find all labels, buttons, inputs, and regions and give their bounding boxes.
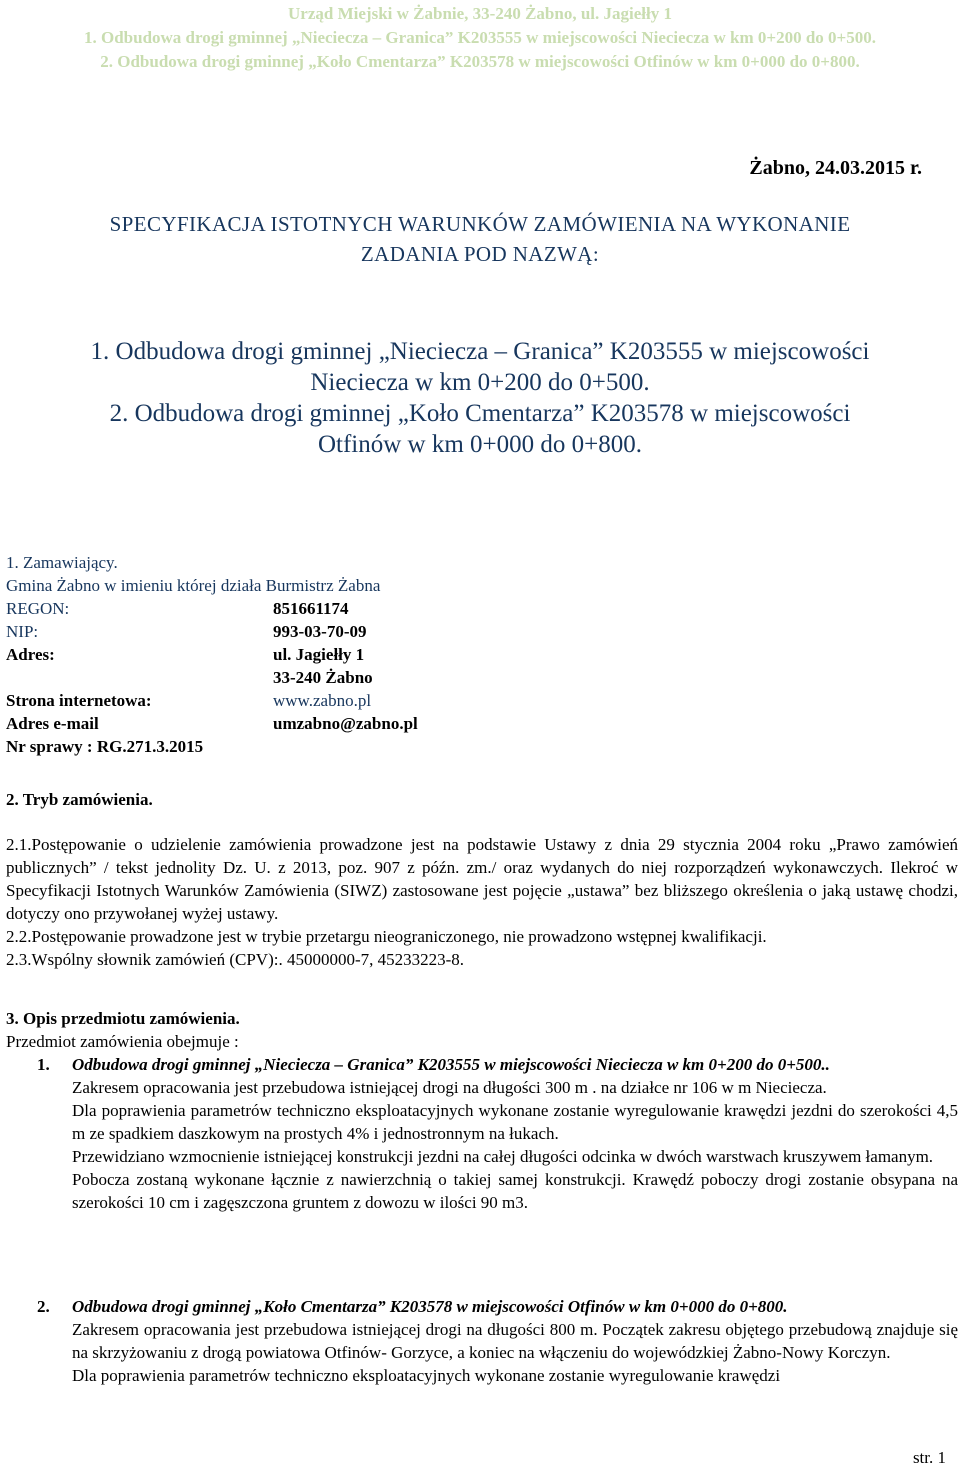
ordering-party-name: Gmina Żabno w imieniu której działa Burmistrz Żabna [6, 576, 381, 595]
spec-title-line-1: SPECYFIKACJA ISTOTNYCH WARUNKÓW ZAMÓWIENIA NA WYKONANIE [109, 212, 851, 236]
project-1-title-line-2: Niecieczа w km 0+200 do 0+500. [310, 369, 650, 396]
nip-label: NIP: [6, 622, 39, 641]
item-1-paragraph-4: Pobocza zostaną wykonane łącznie z nawierzchnią o takiej samej konstrukcji. Krawędź poboczy drogi zostanie obsypana na szerokości 10 cm i zagęszczona gruntem z dowozu w ilości 90 m3. [72, 1170, 958, 1212]
section-2-body [6, 833, 958, 971]
item-2-title: Odbudowa drogi gminnej „Koło Cmentarza” K203578 w miejscowości Otfinów w km 0+000 do 0+800. [72, 1297, 788, 1316]
address-line-2: 33-240 Żabno [273, 668, 373, 687]
address-label: Adres: [6, 645, 55, 664]
item-1-title: Odbudowa drogi gminnej „Niecieczа – Granica” K203555 w miejscowości Niecieczа w km 0+200 do 0+500.. [72, 1055, 830, 1074]
email-label: Adres e-mail [6, 714, 99, 733]
item-2-paragraph-1: Zakresem opracowania jest przebudowa istniejącej drogi na długości 800 m. Początek zakresu objętego przebudową znajduje się na skrzyżowaniu z drogą powiatowa Otfinów- Gorzyce, a koniec na włączeniu do wojewódzkiej Żabno-Nowy Korczyn. [72, 1320, 958, 1362]
paragraph-2-3: 2.3.Wspólny słownik zamówień (CPV):. 45000000-7, 45233223-8. [6, 950, 465, 969]
running-header-project-1: 1. Odbudowa drogi gminnej „Niecieczа – Granica” K203555 w miejscowości Niecieczа w km 0+200 do 0+500. [83, 28, 876, 47]
project-2-title-line-2: Otfinów w km 0+000 do 0+800. [317, 431, 643, 458]
regon-value: 851661174 [273, 599, 349, 618]
running-header-project-2: 2. Odbudowa drogi gminnej „Koło Cmentarza” K203578 w miejscowości Otfinów w km 0+000 do 0+800. [100, 52, 860, 71]
item-1-paragraph-2: Dla poprawienia parametrów techniczno eksploatacyjnych wykonane zostanie wyregulowanie krawędzi jezdni do szerokości 4,5 m ze spadkiem daszkowym na prostych 4% i jednostronnym na łukach. [72, 1101, 958, 1143]
item-2-number: 2. [37, 1297, 50, 1316]
section-2-heading: 2. Tryb zamówienia. [6, 790, 153, 809]
case-number: Nr sprawy : RG.271.3.2015 [6, 737, 204, 756]
website-label: Strona internetowa: [6, 691, 152, 710]
item-2-paragraph-2: Dla poprawienia parametrów techniczno eksploatacyjnych wykonane zostanie wyregulowanie krawędzi [72, 1366, 781, 1385]
email-value: umzabno@zabno.pl [273, 714, 418, 733]
item-1 [72, 1053, 958, 1214]
document-date: Żabno, 24.03.2015 r. [749, 157, 922, 179]
item-1-paragraph-1: Zakresem opracowania jest przebudowa istniejącej drogi na długości 300 m . na działce nr 106 w m Niecieczа. [72, 1078, 827, 1097]
section-1-heading: 1. Zamawiający. [6, 553, 118, 572]
paragraph-2-1: 2.1.Postępowanie o udzielenie zamówienia prowadzone jest na podstawie Ustawy z dnia 29 stycznia 2004 roku „Prawo zamówień publicznych” / tekst jednolity Dz. U. z 2013, poz. 907 z późn. zm./ oraz wydanych do niej rozporządzeń wykonawczych. Ilekroć w Specyfikacji Istotnych Warunków Zamówienia (SIWZ) zastosowane jest pojęcie „ustawa” bez bliższego określenia o jaką ustawę chodzi, dotyczy ono przywołanej wyżej ustawy. [6, 835, 958, 923]
project-1-title-line-1: 1. Odbudowa drogi gminnej „Niecieczа – Granica” K203555 w miejscowości [90, 338, 870, 365]
section-3-intro: Przedmiot zamówienia obejmuje : [6, 1032, 239, 1051]
website-link[interactable]: www.zabno.pl [273, 691, 372, 710]
regon-label: REGON: [6, 599, 70, 618]
section-3-heading: 3. Opis przedmiotu zamówienia. [6, 1009, 240, 1028]
page-number: str. 1 [912, 1448, 946, 1467]
project-2-title-line-1: 2. Odbudowa drogi gminnej „Koło Cmentarza” K203578 w miejscowości [109, 400, 851, 427]
paragraph-2-2: 2.2.Postępowanie prowadzone jest w trybie przetargu nieograniczonego, nie prowadzono wstępnej kwalifikacji. [6, 927, 767, 946]
item-1-number: 1. [37, 1055, 50, 1074]
item-2 [72, 1295, 958, 1387]
spec-title-line-2: ZADANIA POD NAZWĄ: [360, 242, 600, 266]
address-line-1: ul. Jagiełły 1 [273, 645, 365, 664]
running-header-office: Urząd Miejski w Żabnie, 33-240 Żabno, ul. Jagiełły 1 [288, 4, 672, 23]
nip-value: 993-03-70-09 [273, 622, 367, 641]
item-1-paragraph-3: Przewidziano wzmocnienie istniejącej konstrukcji jezdni na całej długości odcinka w dwóch warstwach kruszywem łamanym. [72, 1147, 934, 1166]
